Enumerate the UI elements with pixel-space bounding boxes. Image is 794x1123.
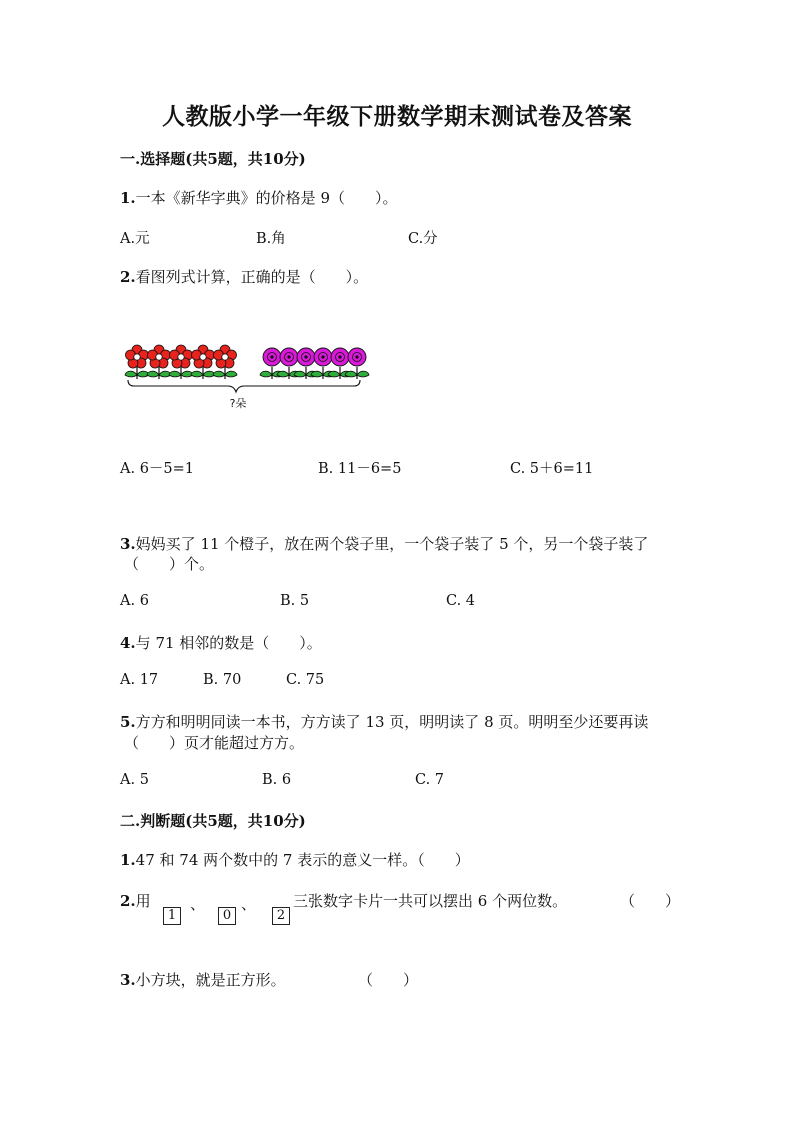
section-1-heading: 一.选择题(共5题，共10分) <box>120 150 306 168</box>
question-text: 一本《新华字典》的价格是 9（ ）。 <box>135 189 398 207</box>
question-text: 方方和明明同读一本书，方方读了 13 页，明明读了 8 页。明明至少还要再读 <box>135 713 649 731</box>
flowers-figure <box>120 340 370 420</box>
option-c[interactable]: C. 7 <box>415 772 445 788</box>
question-number: 3. <box>120 971 136 989</box>
question-number: 5. <box>120 713 136 731</box>
question-number: 3. <box>120 535 136 553</box>
question-2 <box>120 266 368 287</box>
separator: 、 <box>241 895 257 913</box>
option-c[interactable]: C. 5＋6=11 <box>510 461 594 477</box>
purple-flower <box>345 348 369 379</box>
question-number: 1. <box>120 189 136 207</box>
page-title: 人教版小学一年级下册数学期末测试卷及答案 <box>162 103 632 130</box>
question-number: 2. <box>120 268 136 286</box>
question-number: 1. <box>120 851 136 869</box>
red-flower <box>191 345 215 379</box>
red-flower <box>169 345 193 379</box>
option-c[interactable]: C. 75 <box>286 672 325 688</box>
question-4 <box>120 632 322 653</box>
section-2-heading: 二.判断题(共5题，共10分) <box>120 812 306 830</box>
digit-card-2: 2 <box>272 904 290 925</box>
answer-blank[interactable]: （ ） <box>358 971 419 989</box>
option-b[interactable]: B. 70 <box>203 672 242 688</box>
option-a[interactable]: A. 5 <box>120 772 149 788</box>
purple-flowers <box>260 348 369 379</box>
option-a[interactable]: A.元 <box>120 231 150 247</box>
option-b[interactable]: B. 5 <box>280 593 310 609</box>
red-flower <box>125 345 149 379</box>
question-text: 三张数字卡片一共可以摆出 6 个两位数。 <box>293 892 568 910</box>
figure-label: ?朵 <box>229 397 247 410</box>
question-number: 2. <box>120 892 136 910</box>
brace <box>128 380 360 392</box>
option-c[interactable]: C. 4 <box>446 593 476 609</box>
separator: 、 <box>190 895 206 913</box>
question-text: 47 和 74 两个数中的 7 表示的意义一样。（ ） <box>135 851 470 869</box>
digit-card-0: 0 <box>218 904 236 925</box>
question-1 <box>120 187 398 208</box>
question-pre: 用 <box>135 892 151 910</box>
option-a[interactable]: A. 6 <box>120 593 149 609</box>
option-c[interactable]: C.分 <box>408 231 438 247</box>
question-text: 妈妈买了 11 个橙子，放在两个袋子里，一个袋子装了 5 个，另一个袋子装了 <box>135 535 649 553</box>
question-number: 4. <box>120 634 136 652</box>
red-flower <box>147 345 171 379</box>
red-flower <box>213 345 237 379</box>
answer-blank[interactable]: （ ） <box>620 892 681 910</box>
question-3 <box>120 533 648 554</box>
question-5 <box>120 711 648 732</box>
option-a[interactable]: A. 6－5=1 <box>120 461 195 477</box>
judge-question-2 <box>120 890 151 911</box>
option-a[interactable]: A. 17 <box>120 672 159 688</box>
question-text: 看图列式计算，正确的是（ ）。 <box>135 268 369 286</box>
question-5-line2: （ ）页才能超过方方。 <box>124 734 305 752</box>
option-b[interactable]: B. 6 <box>262 772 292 788</box>
red-flowers <box>125 345 237 379</box>
judge-question-3 <box>120 969 286 990</box>
question-text: 与 71 相邻的数是（ ）。 <box>135 634 322 652</box>
option-b[interactable]: B. 11－6=5 <box>318 461 402 477</box>
option-b[interactable]: B.角 <box>256 231 286 247</box>
digit-card-1: 1 <box>163 904 181 925</box>
question-3-line2: （ ）个。 <box>124 555 215 573</box>
question-text: 小方块，就是正方形。 <box>135 971 286 989</box>
judge-question-1 <box>120 849 470 870</box>
